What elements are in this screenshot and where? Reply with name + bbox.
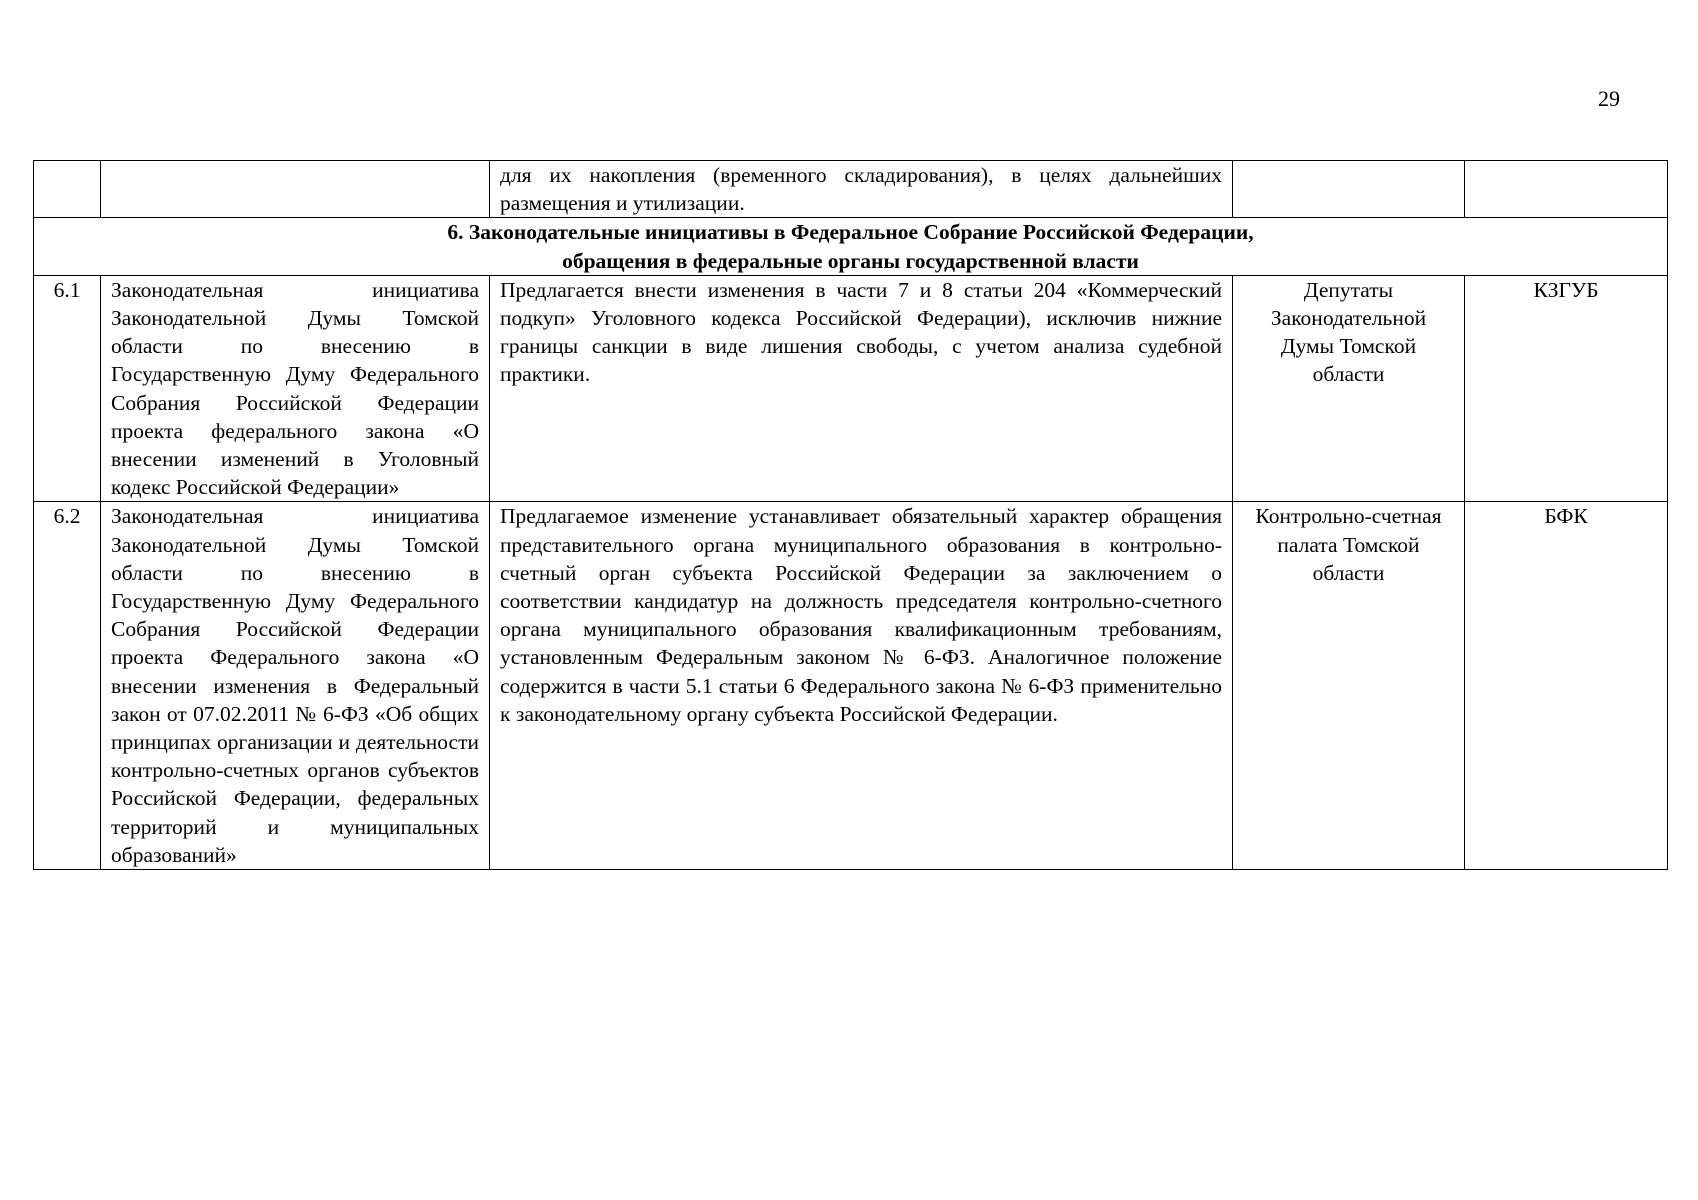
committee-cell: БФК (1465, 502, 1668, 870)
section-heading-line-2: обращения в федеральные органы государственной власти (562, 248, 1139, 273)
committee-cell (1465, 161, 1668, 218)
page-number: 29 (1598, 86, 1620, 111)
section-heading-row (34, 218, 1668, 275)
section-heading-line-1: 6. Законодательные инициативы в Федеральное Собрание Российской Федерации, (447, 220, 1254, 245)
plan-table (33, 160, 1668, 870)
row-number-cell (34, 161, 101, 218)
measure-description-cell: Предлагается внести изменения в части 7 и 8 статьи 204 «Коммерческий подкуп» Уголовного кодекса Российской Федерации), исключив нижние границы санкции в виде лишения свободы, с учетом анализа судебной практики. (490, 275, 1233, 502)
table-row (34, 502, 1668, 870)
table-row (34, 275, 1668, 502)
responsible-cell (1233, 161, 1465, 218)
measure-description-cell: Предлагаемое изменение устанавливает обязательный характер обращения представительного органа муниципального образования в контрольно-счетный орган субъекта Российской Федерации за заключением о соответствии кандидатур на должность председателя контрольно-счетного органа муниципального образования квалификационным требованиям, установленным Федеральным законом № 6-ФЗ. Аналогичное положение содержится в части 5.1 статьи 6 Федерального закона № 6-ФЗ применительно к законодательному органу субъекта Российской Федерации. (490, 502, 1233, 870)
section-heading (34, 218, 1668, 275)
table-row-continuation (34, 161, 1668, 218)
measure-name-cell: Законодательная инициатива Законодательной Думы Томской области по внесению в Государственную Думу Федерального Собрания Российской Федерации проекта федерального закона «О внесении изменений в Уголовный кодекс Российской Федерации» (101, 275, 490, 502)
measure-name-cell (101, 161, 490, 218)
measure-name-cell: Законодательная инициатива Законодательной Думы Томской области по внесению в Государственную Думу Федерального Собрания Российской Федерации проекта Федерального закона «О внесении изменения в Федеральный закон от 07.02.2011 № 6-ФЗ «Об общих принципах организации и деятельности контрольно-счетных органов субъектов Российской Федерации, федеральных территорий и муниципальных образований» (101, 502, 490, 870)
measure-description-cell: для их накопления (временного складирования), в целях дальнейших размещения и утилизации. (490, 161, 1233, 218)
committee-cell: КЗГУБ (1465, 275, 1668, 502)
row-number-cell: 6.1 (34, 275, 101, 502)
responsible-cell: Контрольно-счетная палата Томской области (1233, 502, 1465, 870)
responsible-cell: Депутаты Законодательной Думы Томской области (1233, 275, 1465, 502)
row-number-cell: 6.2 (34, 502, 101, 870)
